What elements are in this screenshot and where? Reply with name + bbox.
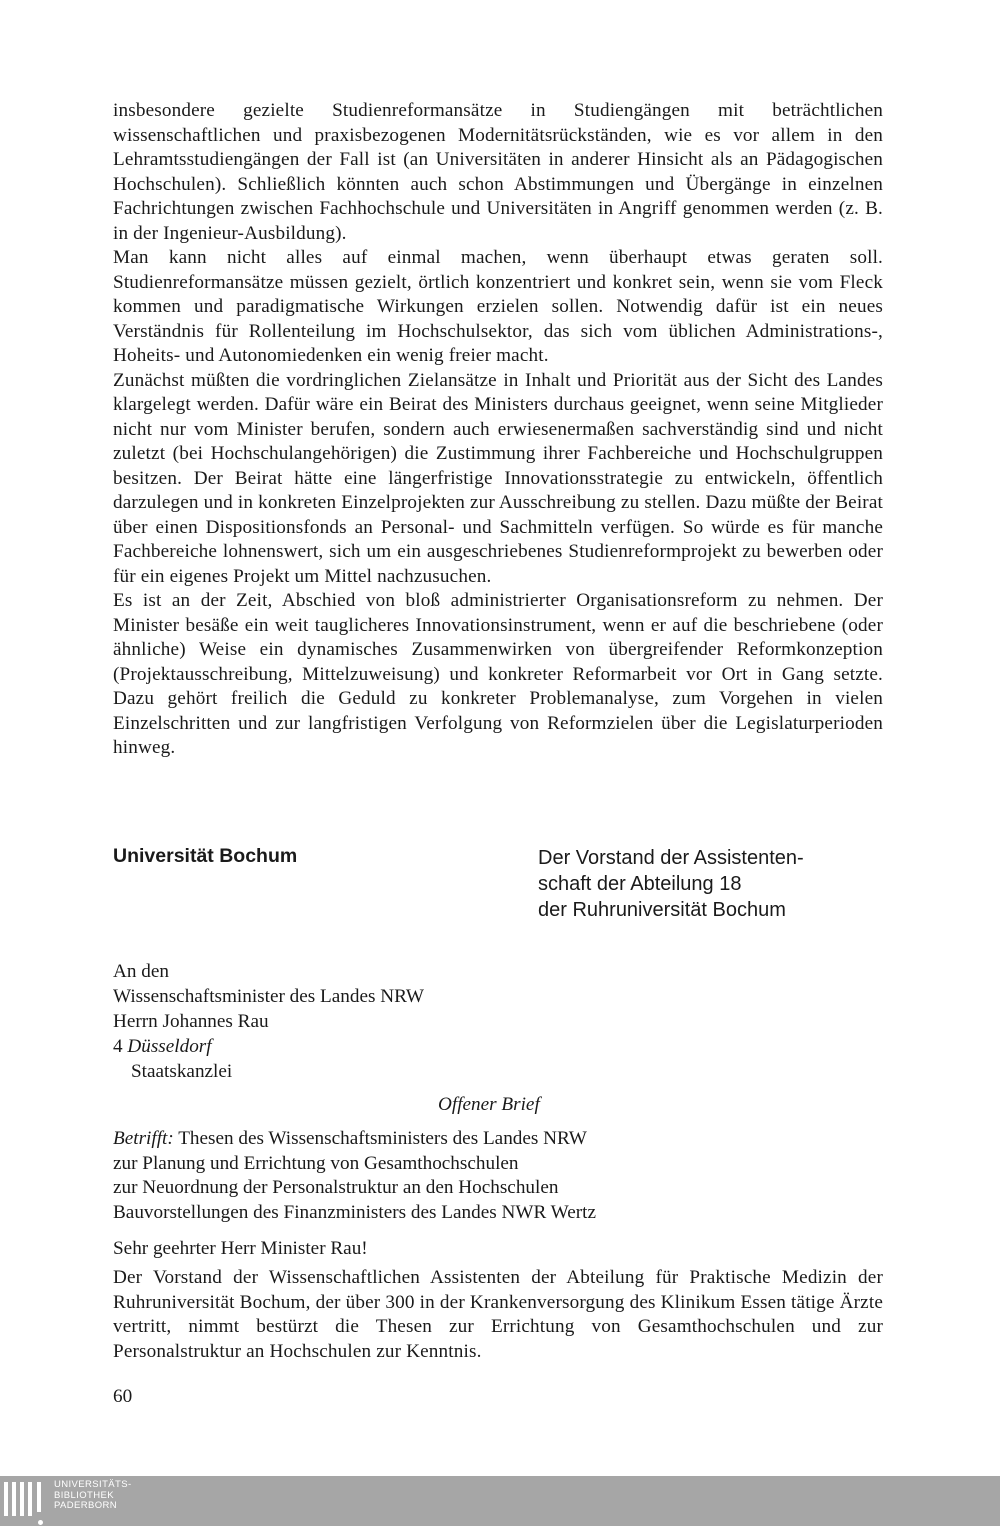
body-text-block <box>113 99 883 761</box>
paragraph: insbesondere gezielte Studienreformansätze in Studiengängen mit beträchtlichen wissenschaftlichen und praxisbezogenen Modernitätsrückständen, wie es vor allem in den Lehramtsstudiengängen der Fall ist (an Universitäten in anderer Hinsicht als an Pädagogischen Hochschulen). Schließlich könnten auch schon Abstimmungen und Übergänge in einzelnen Fachrichtungen zwischen Fachhochschule und Universitäten in Angriff genommen werden (z. B. in der Ingenieur-Ausbildung). <box>113 100 883 244</box>
sender-heading-line: der Ruhruniversität Bochum <box>538 899 786 921</box>
sender-heading-line: schaft der Abteilung 18 <box>538 873 742 895</box>
letter-title: Offener Brief <box>438 1094 540 1115</box>
address-city-line <box>113 1034 713 1059</box>
address-line: Herrn Johannes Rau <box>113 1011 269 1032</box>
subject-line: zur Planung und Errichtung von Gesamthochschulen <box>113 1152 519 1174</box>
logo-text-line: PADERBORN <box>54 1500 118 1511</box>
logo-dot-icon <box>38 1520 43 1525</box>
subject-label: Betrifft: <box>113 1128 174 1149</box>
library-logo <box>4 1476 204 1526</box>
letter-subject <box>113 1127 813 1225</box>
subject-text: Thesen des Wissenschaftsministers des Landes NRW <box>178 1128 587 1149</box>
subject-line <box>113 1127 813 1152</box>
page-number: 60 <box>113 1386 133 1407</box>
address-line: An den <box>113 961 169 982</box>
sender-heading <box>538 845 898 923</box>
logo-text-line: BIBLIOTHEK <box>54 1489 114 1501</box>
recipient-address <box>113 959 713 1084</box>
section-heading: Universität Bochum <box>113 845 298 867</box>
address-line: Wissenschaftsminister des Landes NRW <box>113 986 424 1007</box>
paragraph: Es ist an der Zeit, Abschied von bloß administrierter Organisationsreform zu nehmen. Der Minister besäße ein weit tauglicheres Innovationsinstrument, wenn er auf die beschriebene (oder ähnliche) Weise ein dynamisches Zusammenwirken von übergreifender Reformkonzeption (Projektausschreibung, Mittelzuweisung) und konkreter Reformarbeit vor Ort in Gang setzte. Dazu gehört freilich die Geduld zu konkreter Problemanalyse, zum Vorgehen in vielen Einzelschritten und zur langfristigen Verfolgung von Reformzielen über die Legislaturperioden hinweg. <box>113 590 883 758</box>
letter-body <box>113 1266 883 1364</box>
sender-heading-line: Der Vorstand der Assistenten- <box>538 847 804 869</box>
postal-code: 4 <box>113 1036 123 1057</box>
city: Düsseldorf <box>127 1036 212 1057</box>
paragraph: Zunächst müßten die vordringlichen Zielansätze in Inhalt und Priorität aus der Sicht des Landes klargelegt werden. Dafür wäre ein Beirat des Ministers durchaus geeignet, wenn seine Mitglieder nicht nur vom Minister berufen, sondern auch erwiesenermaßen sachverständig sind und nicht zuletzt (bei Hochschulangehörigen) die Zustimmung ihrer Fachbereiche und Hochschulgruppen besitzen. Der Beirat hätte eine längerfristige Innovationsstrategie zu entwickeln, öffentlich darzulegen und in konkreten Einzelprojekten zur Ausschreibung zu stellen. Dazu müßte der Beirat über einen Dispositionsfonds an Personal- und Sachmitteln verfügen. So würde es für manche Fachbereiche lohnenswert, sich um ein ausgeschriebenes Studienreformprojekt zu bewerben oder für ein eigenes Projekt um Mittel nachzusuchen. <box>113 369 883 587</box>
logo-text <box>54 1480 132 1512</box>
paragraph: Der Vorstand der Wissenschaftlichen Assistenten der Abteilung für Praktische Medizin der Ruhruniversität Bochum, der über 300 in der Krankenversorgung des Klinikum Essen tätige Ärzte vertritt, nimmt bestürzt die Thesen zur Errichtung von Gesamthochschulen und zur Personalstruktur an Hochschulen zur Kenntnis. <box>113 1267 883 1362</box>
subject-line: Bauvorstellungen des Finanzministers des Landes NWR Wertz <box>113 1201 597 1223</box>
address-line: Staatskanzlei <box>131 1061 233 1082</box>
salutation: Sehr geehrter Herr Minister Rau! <box>113 1238 368 1259</box>
logo-text-line: UNIVERSITÄTS- <box>54 1479 132 1490</box>
paragraph: Man kann nicht alles auf einmal machen, wenn überhaupt etwas geraten soll. Studienreformansätze müssen gezielt, örtlich konzentriert und konkret sein, wenn sie vom Fleck kommen und paradigmatische Wirkungen erzielen sollen. Notwendig dafür ist ein neues Verständnis für Rollenteilung im Hochschulsektor, das sich vom üblichen Administrations-, Hoheits- und Autonomiedenken ein wenig freier macht. <box>113 247 883 366</box>
subject-line: zur Neuordnung der Personalstruktur an den Hochschulen <box>113 1177 559 1198</box>
